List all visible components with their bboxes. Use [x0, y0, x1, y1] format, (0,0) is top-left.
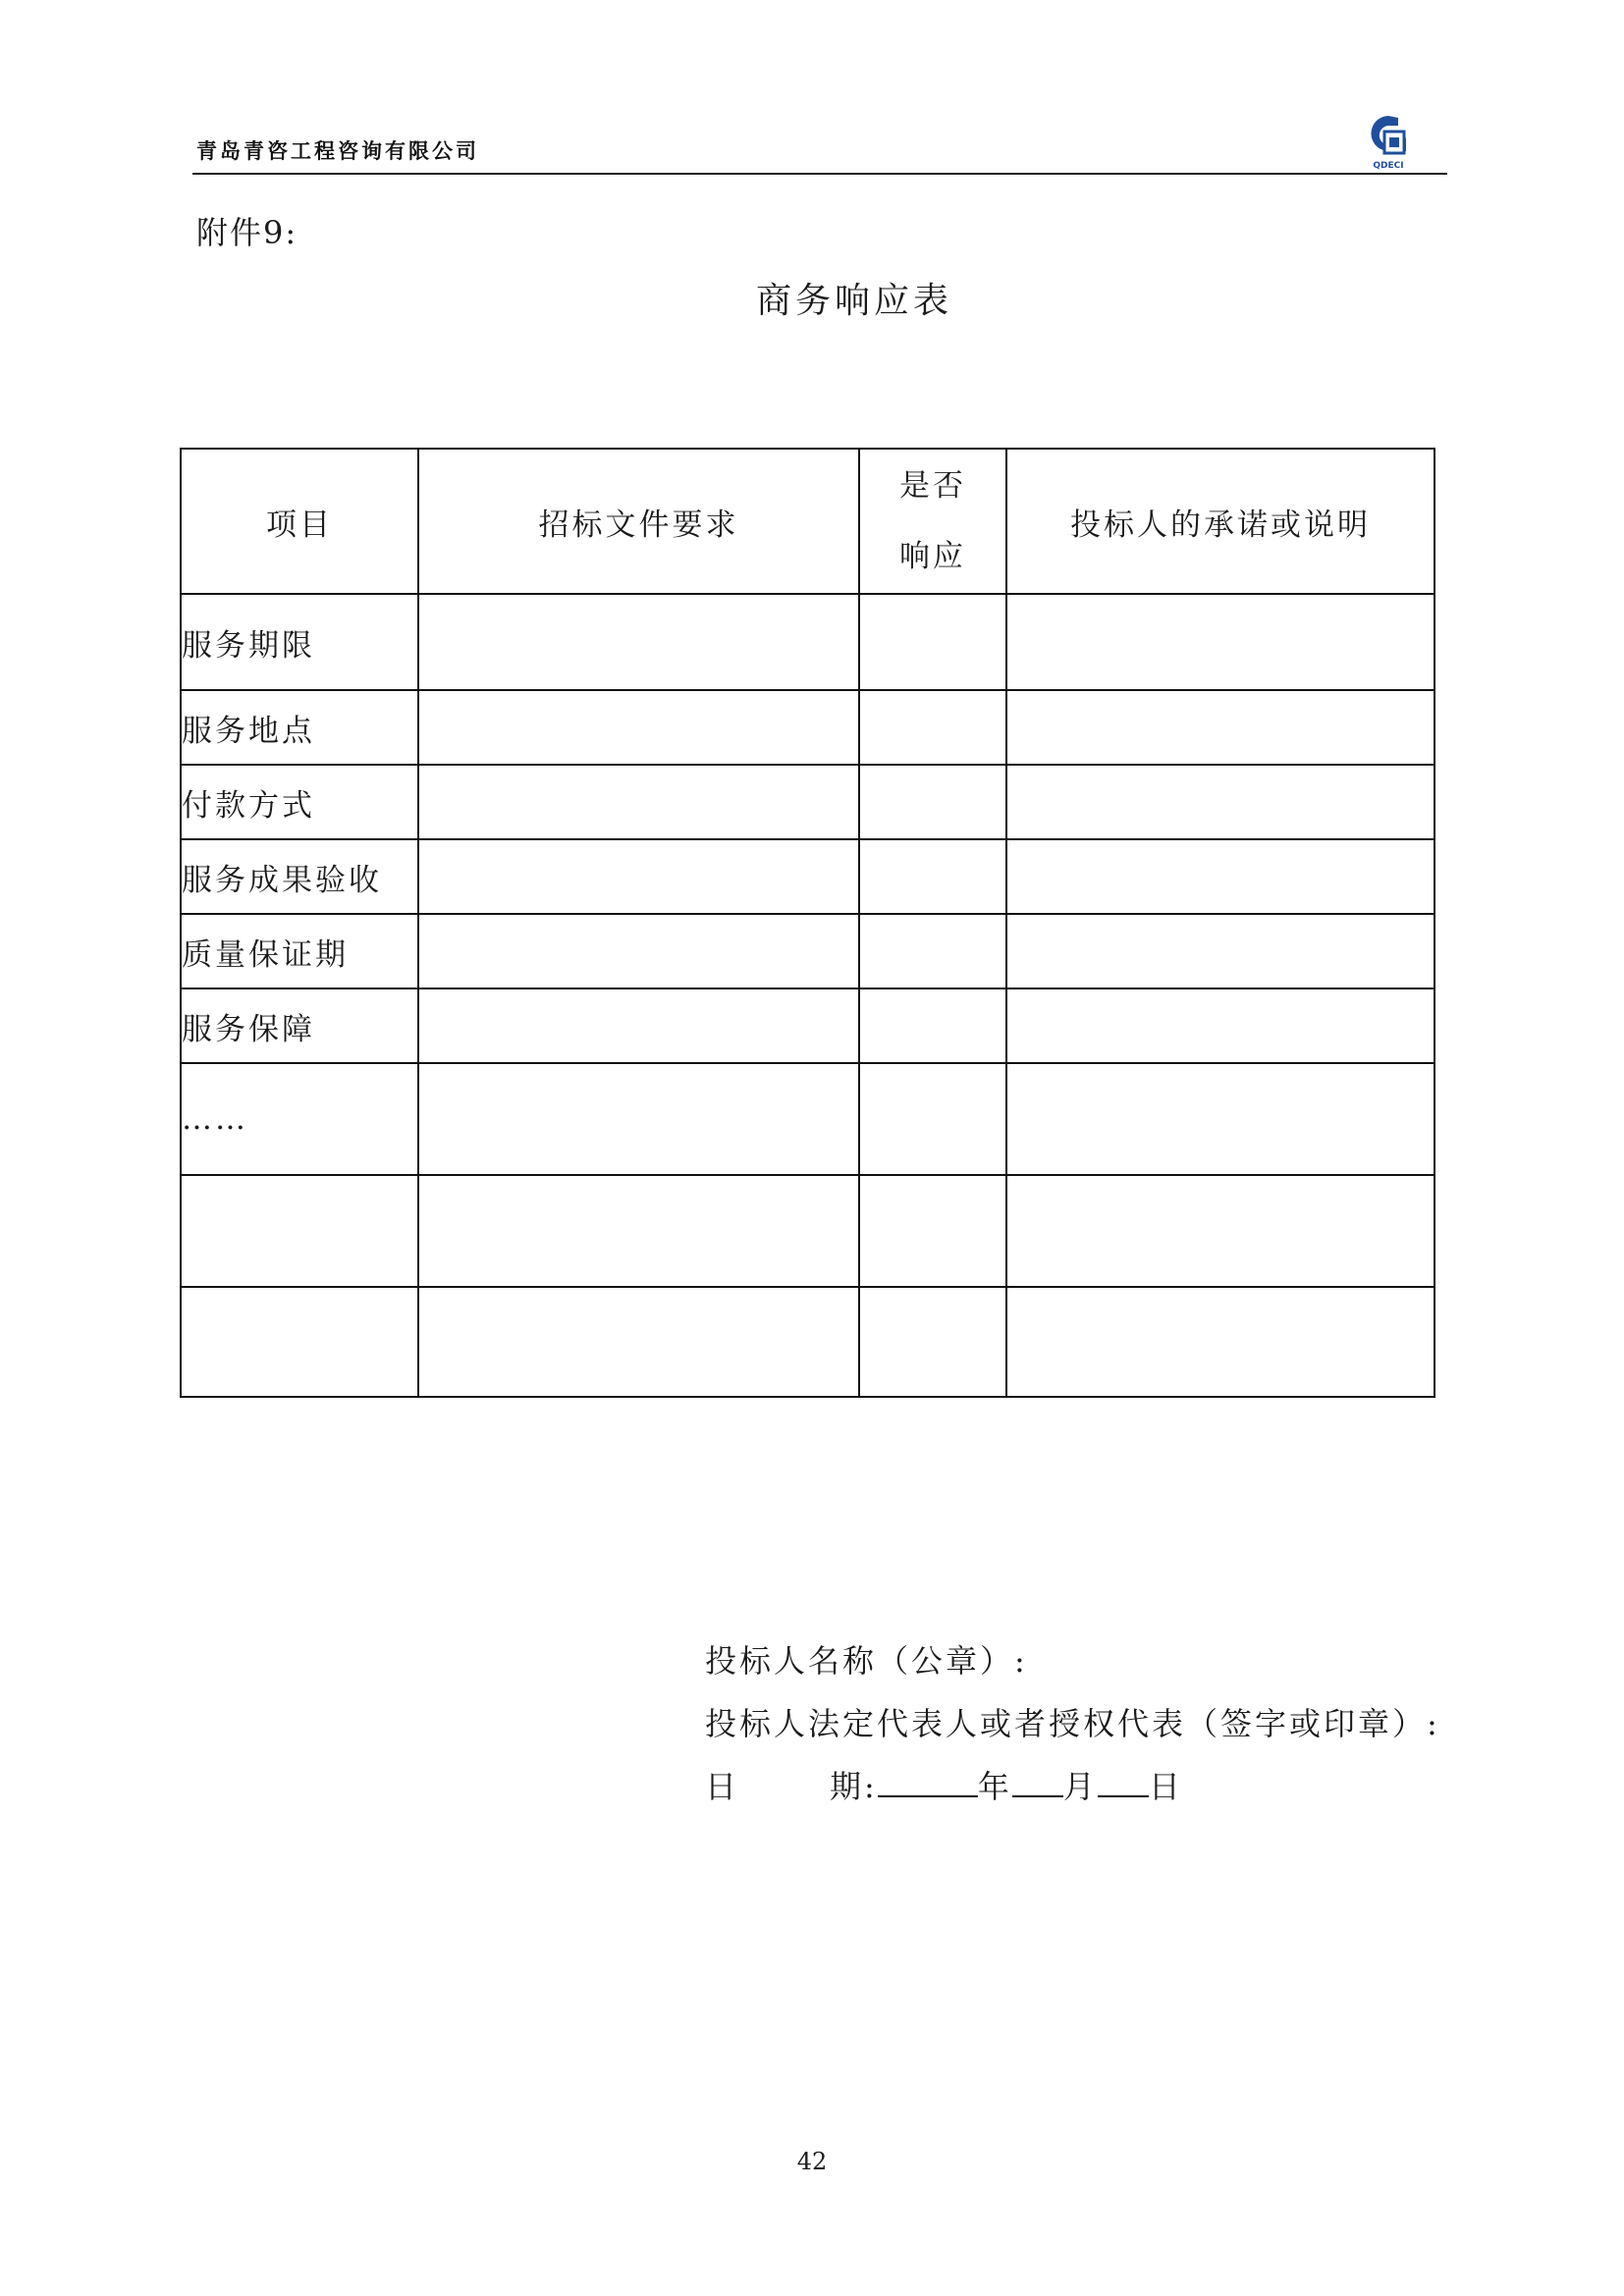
commitment-cell[interactable]	[1006, 988, 1435, 1063]
commitment-cell[interactable]	[1006, 594, 1435, 690]
attachment-label: 附件9:	[196, 214, 298, 251]
table-row	[181, 839, 1435, 914]
respond-cell[interactable]	[859, 1175, 1006, 1287]
table-row	[181, 594, 1435, 690]
respond-cell[interactable]	[859, 988, 1006, 1063]
column-header-item: 项目	[181, 449, 418, 594]
header-company-name: 青岛青咨工程咨询有限公司	[196, 139, 479, 163]
column-header-respond-line1: 是否	[899, 468, 966, 504]
commitment-cell[interactable]	[1006, 690, 1435, 765]
month-label: 月	[1062, 1768, 1098, 1805]
logo-text: QDECI	[1373, 161, 1404, 171]
row-item-cell: 服务保障	[181, 988, 418, 1063]
requirement-cell[interactable]	[418, 1063, 859, 1175]
table-row	[181, 1063, 1435, 1175]
day-label: 日	[1148, 1768, 1183, 1805]
respond-cell[interactable]	[859, 1287, 1006, 1397]
row-item-cell	[181, 1287, 418, 1397]
respond-cell[interactable]	[859, 765, 1006, 839]
page-title: 商务响应表	[755, 281, 952, 321]
commitment-cell[interactable]	[1006, 1063, 1435, 1175]
column-header-commitment: 投标人的承诺或说明	[1006, 449, 1435, 594]
row-item-cell: 服务地点	[181, 690, 418, 765]
table-row	[181, 1175, 1435, 1287]
column-header-respond	[859, 449, 1006, 594]
respond-cell[interactable]	[859, 594, 1006, 690]
month-blank[interactable]	[1012, 1768, 1063, 1797]
requirement-cell[interactable]	[418, 1175, 859, 1287]
table-row	[181, 914, 1435, 988]
business-response-table	[180, 448, 1435, 1398]
row-item-cell	[181, 1175, 418, 1287]
date-label-1: 日	[705, 1768, 740, 1805]
commitment-cell[interactable]	[1006, 1175, 1435, 1287]
respond-cell[interactable]	[859, 914, 1006, 988]
representative-line: 投标人法定代表人或者授权代表（签字或印章）:	[705, 1705, 1440, 1742]
respond-cell[interactable]	[859, 690, 1006, 765]
table-row	[181, 988, 1435, 1063]
year-blank[interactable]	[878, 1768, 978, 1797]
table-row	[181, 690, 1435, 765]
requirement-cell[interactable]	[418, 914, 859, 988]
company-logo-icon	[1363, 112, 1414, 171]
requirement-cell[interactable]	[418, 594, 859, 690]
page-number: 42	[796, 2148, 828, 2175]
requirement-cell[interactable]	[418, 690, 859, 765]
year-label: 年	[977, 1768, 1012, 1805]
column-header-requirement: 招标文件要求	[418, 449, 859, 594]
row-item-cell: 服务成果验收	[181, 839, 418, 914]
respond-cell[interactable]	[859, 1063, 1006, 1175]
requirement-cell[interactable]	[418, 765, 859, 839]
requirement-cell[interactable]	[418, 1287, 859, 1397]
day-blank[interactable]	[1098, 1768, 1149, 1797]
respond-cell[interactable]	[859, 839, 1006, 914]
row-item-cell: ……	[181, 1063, 418, 1175]
row-item-cell: 付款方式	[181, 765, 418, 839]
row-item-cell: 服务期限	[181, 594, 418, 690]
requirement-cell[interactable]	[418, 839, 859, 914]
row-item-cell: 质量保证期	[181, 914, 418, 988]
requirement-cell[interactable]	[418, 988, 859, 1063]
commitment-cell[interactable]	[1006, 914, 1435, 988]
header-divider	[192, 173, 1447, 175]
table-header-row	[181, 449, 1435, 594]
commitment-cell[interactable]	[1006, 1287, 1435, 1397]
date-line	[705, 1755, 1440, 1818]
table-row	[181, 765, 1435, 839]
column-header-respond-line2: 响应	[899, 539, 966, 574]
signature-block	[705, 1629, 1440, 1818]
commitment-cell[interactable]	[1006, 765, 1435, 839]
table-row	[181, 1287, 1435, 1397]
bidder-name-line: 投标人名称（公章）:	[705, 1642, 1028, 1680]
date-label-2: 期:	[830, 1768, 878, 1805]
commitment-cell[interactable]	[1006, 839, 1435, 914]
